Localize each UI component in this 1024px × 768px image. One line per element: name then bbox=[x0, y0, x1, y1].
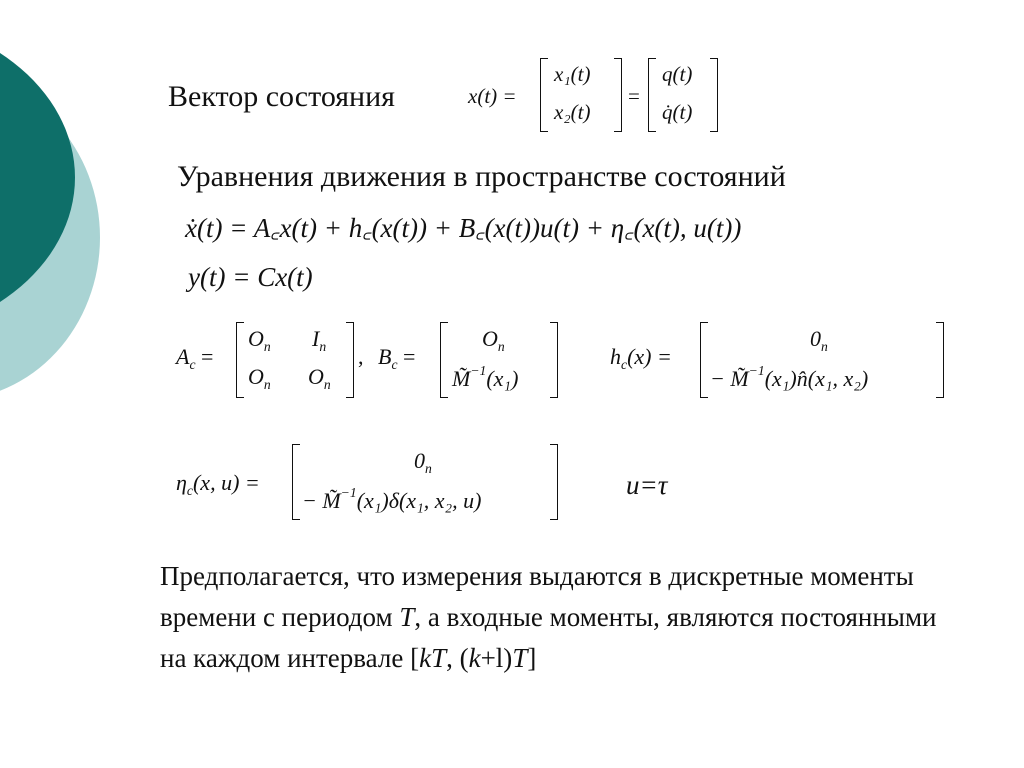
matrix-cell: q(t) bbox=[662, 62, 693, 86]
bc-cell-tail: (x₁) bbox=[486, 366, 519, 391]
bc-subscript: c bbox=[391, 356, 398, 372]
state-vector-lhs: x(t) = bbox=[468, 84, 517, 108]
bracket-right bbox=[346, 322, 354, 398]
bracket-left bbox=[540, 58, 548, 132]
motion-equation-1: ẋ(t) = A꜀x(t) + h꜀(x(t)) + B꜀(x(t))u(t) + η꜀(x(t), u(t)) bbox=[185, 213, 742, 243]
eta-cell-r1 bbox=[414, 448, 432, 474]
ac-cell-subscript: n bbox=[323, 376, 331, 392]
bc-cell-symbol: O bbox=[482, 326, 498, 351]
hc-lhs bbox=[610, 344, 672, 370]
hc-matrix bbox=[700, 322, 944, 398]
ac-cell-r1c1 bbox=[248, 326, 271, 352]
paragraph-text-c: , ( bbox=[446, 643, 469, 673]
bracket-left bbox=[440, 322, 448, 398]
bc-equals: = bbox=[403, 344, 416, 369]
state-vector-label: Вектор состояния bbox=[168, 80, 395, 113]
bc-symbol: B bbox=[378, 344, 392, 369]
paragraph-kT: kT bbox=[419, 643, 447, 673]
eta-argument: (x, u) = bbox=[192, 470, 260, 495]
paragraph-T2: T bbox=[512, 643, 528, 673]
motion-equation-2: y(t) = Cx(t) bbox=[188, 262, 313, 292]
paragraph-text-e: ] bbox=[527, 643, 537, 673]
hc-cell-r1 bbox=[810, 326, 828, 352]
eta-subscript: c bbox=[186, 482, 193, 498]
bc-cell-superscript: −1 bbox=[470, 363, 487, 379]
ac-cell-symbol: O bbox=[248, 364, 264, 389]
ac-equals: = bbox=[201, 344, 214, 369]
u-equals-tau: u=τ bbox=[626, 470, 668, 500]
bracket-right bbox=[710, 58, 718, 132]
hc-cell-superscript: −1 bbox=[748, 363, 765, 379]
hc-argument: (x) = bbox=[627, 344, 672, 369]
hc-cell-main: − M̃ bbox=[710, 366, 749, 391]
eta-cell-main: − M̃ bbox=[302, 488, 341, 513]
bracket-left bbox=[700, 322, 708, 398]
bracket-left bbox=[292, 444, 300, 520]
motion-heading: Уравнения движения в пространстве состояний bbox=[177, 160, 786, 193]
bracket-right bbox=[550, 444, 558, 520]
ac-lhs bbox=[176, 344, 213, 370]
matrices-comma: , bbox=[358, 344, 364, 369]
bracket-right bbox=[614, 58, 622, 132]
bc-matrix bbox=[440, 322, 558, 398]
bc-cell-r1 bbox=[482, 326, 505, 352]
paragraph-text-d: +l) bbox=[480, 643, 513, 673]
ac-matrix bbox=[236, 322, 354, 398]
measurement-paragraph bbox=[160, 556, 960, 679]
ac-cell-symbol: I bbox=[312, 326, 320, 351]
bc-lhs bbox=[378, 344, 415, 370]
hc-cell-subscript: n bbox=[821, 338, 828, 354]
bracket-right bbox=[936, 322, 944, 398]
ac-cell-subscript: n bbox=[319, 338, 327, 354]
bracket-left bbox=[236, 322, 244, 398]
ac-symbol: A bbox=[176, 344, 190, 369]
bracket-right bbox=[550, 322, 558, 398]
matrix-cell: x₂(t) bbox=[554, 100, 591, 124]
paragraph-k: k bbox=[468, 643, 481, 673]
hc-subscript: c bbox=[621, 356, 628, 372]
eta-cell-r2 bbox=[302, 485, 482, 514]
eta-matrix bbox=[292, 444, 558, 520]
eta-cell-tail: (x₁)δ(x₁, x₂, u) bbox=[356, 488, 482, 513]
paragraph-T: T bbox=[399, 602, 415, 632]
bc-cell-main: M̃ bbox=[452, 366, 471, 391]
bc-cell-subscript: n bbox=[497, 338, 505, 354]
eta-lhs bbox=[176, 470, 260, 496]
eta-cell-symbol: 0 bbox=[414, 448, 425, 473]
ac-cell-r2c2 bbox=[308, 364, 331, 390]
bracket-left bbox=[648, 58, 656, 132]
hc-cell-tail: (x₁)n̂(x₁, x₂) bbox=[764, 366, 869, 391]
ac-subscript: c bbox=[189, 356, 196, 372]
matrix-cell: q̇(t) bbox=[662, 100, 693, 124]
paragraph-text-a: Предполагается, что измерения выдаются в дискретные моменты времени с периодом bbox=[160, 561, 914, 632]
ac-cell-symbol: O bbox=[248, 326, 264, 351]
hc-cell-r2 bbox=[710, 363, 869, 392]
bc-cell-r2 bbox=[452, 363, 519, 392]
ac-cell-subscript: n bbox=[263, 338, 271, 354]
state-vector-matrix-2 bbox=[648, 58, 718, 132]
state-vector-eq: = bbox=[628, 84, 640, 108]
matrix-cell: x₁(t) bbox=[554, 62, 591, 86]
state-vector-matrix-1 bbox=[540, 58, 622, 132]
eta-cell-superscript: −1 bbox=[340, 485, 357, 501]
paragraph-text-b: , а входные моменты, являются постоянными на каждом интервале [ bbox=[160, 602, 937, 673]
eta-cell-subscript: n bbox=[425, 460, 432, 476]
ac-cell-symbol: O bbox=[308, 364, 324, 389]
ac-cell-r1c2 bbox=[312, 326, 326, 352]
hc-symbol: h bbox=[610, 344, 621, 369]
eta-symbol: η bbox=[176, 470, 187, 495]
ac-cell-subscript: n bbox=[263, 376, 271, 392]
hc-cell-symbol: 0 bbox=[810, 326, 821, 351]
ac-cell-r2c1 bbox=[248, 364, 271, 390]
